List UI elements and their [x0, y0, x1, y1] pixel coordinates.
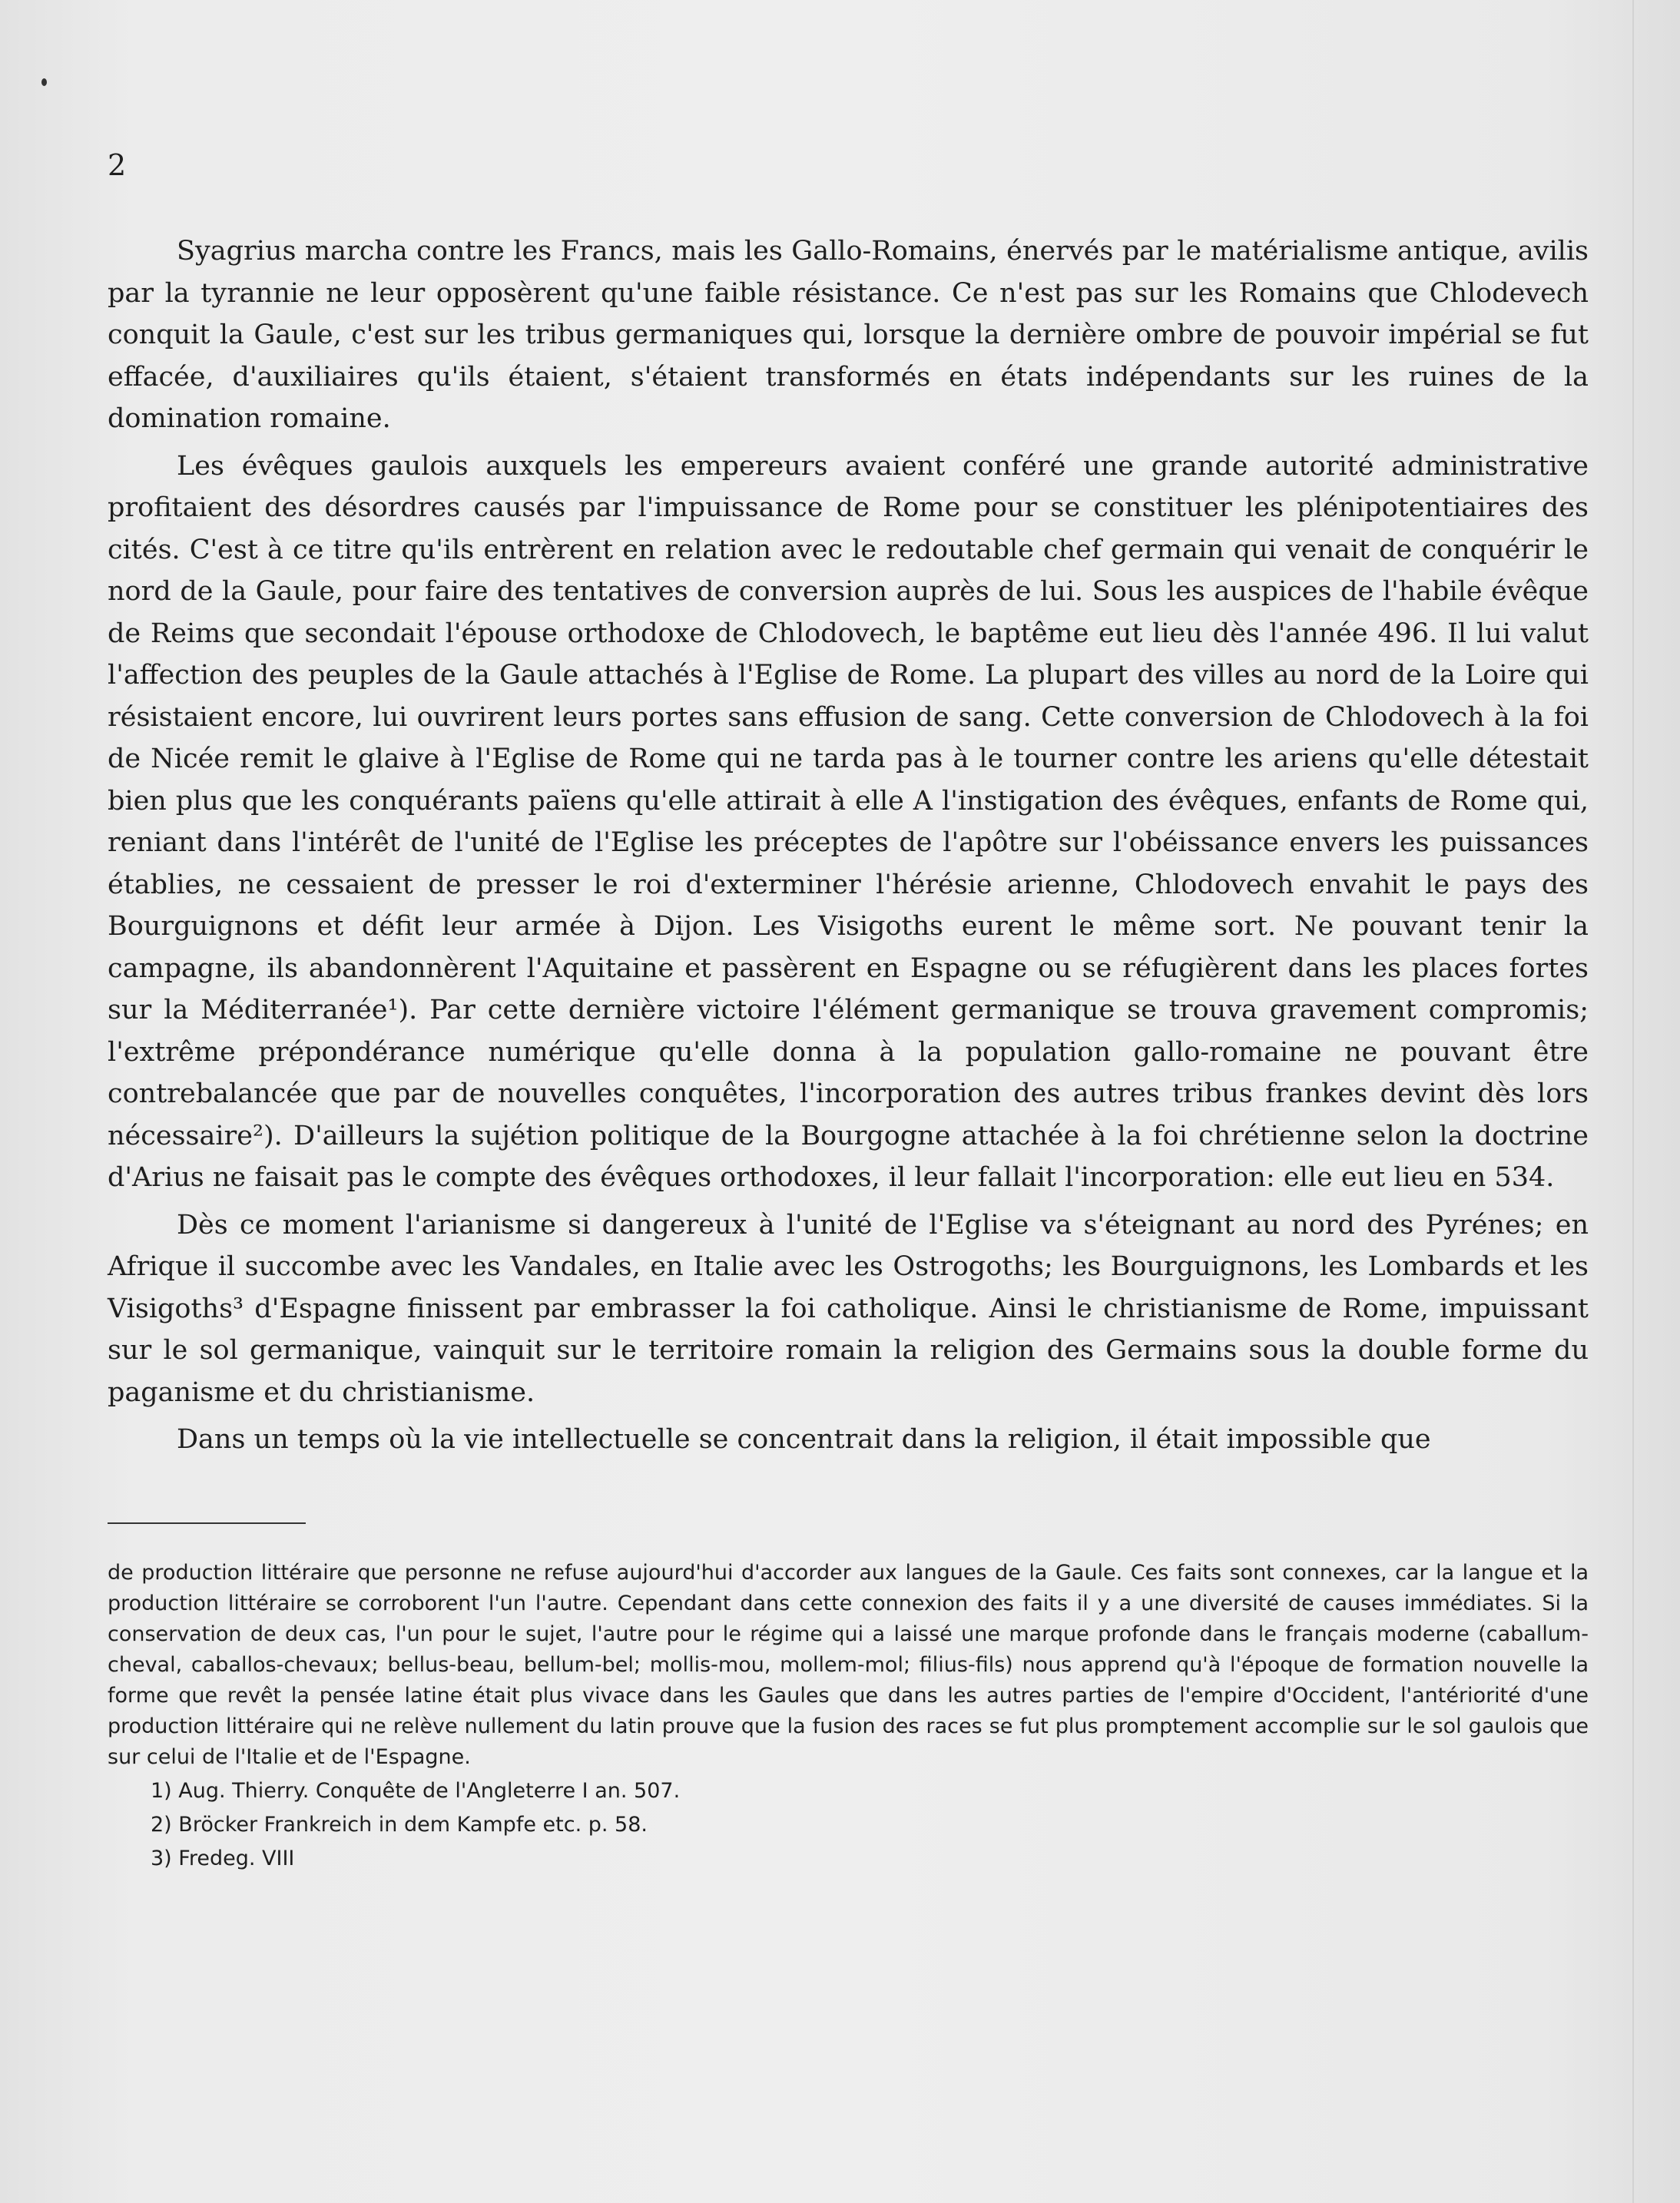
- footnote-continuation: de production littéraire que personne ne refuse aujourd'hui d'accorder aux langues de la Gaule. Ces faits sont connexes, car la langue et la production littéraire se corroborent l'un l'autre. Cependant dans cette connexion des faits il y a une diversité de causes immédiates. Si la conservation de deux cas, l'un pour le sujet, l'autre pour le régime qui a laissé une marque profonde dans le français moderne (caballum-cheval, caballos-chevaux; bellus-beau, bellum-bel; mollis-mou, mollem-mol; filius-fils) nous apprend qu'à l'époque de formation nouvelle la forme que revêt la pensée latine était plus vivace dans les Gaules que dans les autres parties de l'empire d'Occident, l'antériorité d'une production littéraire qui ne relève nullement du latin prouve que la fusion des races se fut plus promptement accomplie sur le sol gaulois que sur celui de l'Italie et de l'Espagne.: [108, 1561, 1589, 1769]
- paragraph-vie-intellectuelle: Dans un temps où la vie intellectuelle se concentrait dans la religion, il était impossible que: [177, 1424, 1431, 1455]
- footnote-3: 3) Fredeg. VIII: [151, 1847, 295, 1870]
- footnotes-section: [108, 1558, 1589, 1876]
- ink-speck: [41, 78, 47, 86]
- footnote-separator: [108, 1522, 306, 1524]
- page-fold-shadow: [1632, 0, 1634, 2203]
- footnote-2: 2) Bröcker Frankreich in dem Kampfe etc. p. 58.: [151, 1813, 648, 1837]
- paragraph-arianisme: Dès ce moment l'arianisme si dangereux à l'unité de l'Eglise va s'éteignant au nord des Pyrénes; en Afrique il succombe avec les Vandales, en Italie avec les Ostrogoths; les Bourguignons, les Lombards et les Visigoths³ d'Espagne finissent par embrasser la foi catholique. Ainsi le christianisme de Rome, impuissant sur le sol germanique, vainquit sur le territoire romain la religion des Germains sous la double forme du paganisme et du christianisme.: [108, 1209, 1589, 1408]
- main-text: [108, 230, 1589, 1466]
- paragraph-eveques: Les évêques gaulois auxquels les empereurs avaient conféré une grande autorité administrative profitaient des désordres causés par l'impuissance de Rome pour se constituer les plénipotentiaires des cités. C'est à ce titre qu'ils entrèrent en relation avec le redoutable chef germain qui venait de conquérir le nord de la Gaule, pour faire des tentatives de conversion auprès de lui. Sous les auspices de l'habile évêque de Reims que secondait l'épouse orthodoxe de Chlodovech, le baptême eut lieu dès l'année 496. Il lui valut l'affection des peuples de la Gaule attachés à l'Eglise de Rome. La plupart des villes au nord de la Loire qui résistaient encore, lui ouvrirent leurs portes sans effusion de sang. Cette conversion de Chlodovech à la foi de Nicée remit le glaive à l'Eglise de Rome qui ne tarda pas à le tourner contre les ariens qu'elle détestait bien plus que les conquérants païens qu'elle attirait à elle A l'instigation des évêques, enfants de Rome qui, reniant dans l'intérêt de l'unité de l'Eglise les préceptes de l'apôtre sur l'obéissance envers les puissances établies, ne cessaient de presser le roi d'exterminer l'hérésie arienne, Chlodovech envahit le pays des Bourguignons et défit leur armée à Dijon. Les Visigoths eurent le même sort. Ne pouvant tenir la campagne, ils abandonnèrent l'Aquitaine et passèrent en Espagne ou se réfugièrent dans les places fortes sur la Méditerranée¹). Par cette dernière victoire l'élément germanique se trouva gravement compromis; l'extrême prépondérance numérique qu'elle donna à la population gallo-romaine ne pouvant être contrebalancée que par de nouvelles conquêtes, l'incorporation des autres tribus frankes devint dès lors nécessaire²). D'ailleurs la sujétion politique de la Bourgogne attachée à la foi chrétienne selon la doctrine d'Arius ne faisait pas le compte des évêques orthodoxes, il leur fallait l'incorporation: elle eut lieu en 534.: [108, 450, 1589, 1193]
- footnote-list: [108, 1774, 1589, 1876]
- footnote-1: 1) Aug. Thierry. Conquête de l'Angleterre I an. 507.: [151, 1779, 681, 1803]
- page-number: 2: [108, 148, 127, 182]
- paragraph-syagrius: Syagrius marcha contre les Francs, mais les Gallo-Romains, énervés par le matérialisme antique, avilis par la tyrannie ne leur opposèrent qu'une faible résistance. Ce n'est pas sur les Romains que Chlodevech conquit la Gaule, c'est sur les tribus germaniques qui, lorsque la dernière ombre de pouvoir impérial se fut effacée, d'auxiliaires qu'ils étaient, s'étaient transformés en états indépendants sur les ruines de la domination romaine.: [108, 236, 1589, 434]
